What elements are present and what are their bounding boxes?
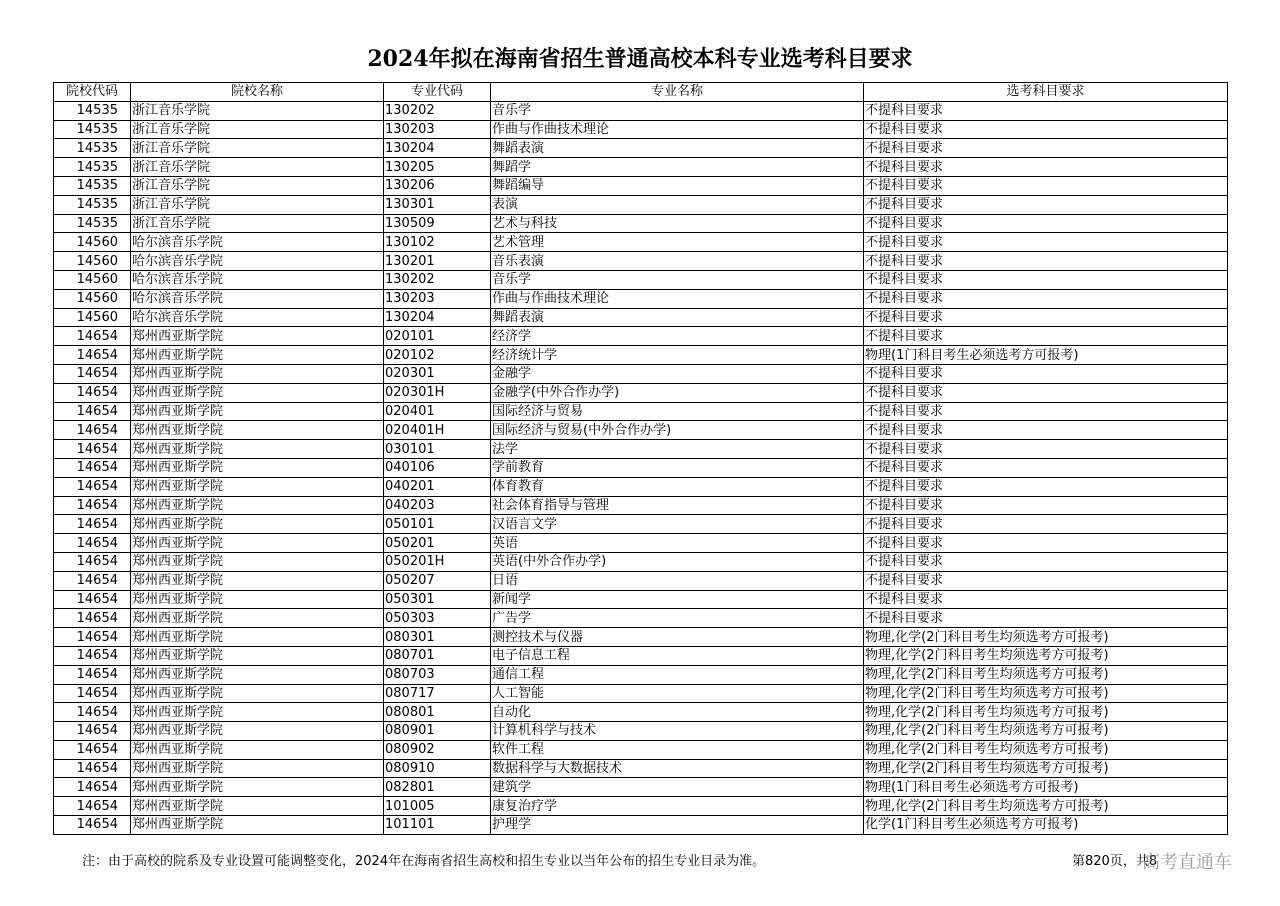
requirement-cell: 不提科目要求 <box>864 496 1228 515</box>
school-name-cell: 郑州西亚斯学院 <box>131 346 384 365</box>
school-code-cell: 14654 <box>54 778 131 797</box>
school-code-cell: 14654 <box>54 722 131 741</box>
major-code-cell: 040201 <box>384 477 491 496</box>
major-name-cell: 艺术与科技 <box>491 214 864 233</box>
major-code-cell: 080801 <box>384 703 491 722</box>
major-name-cell: 舞蹈学 <box>491 158 864 177</box>
school-name-cell: 郑州西亚斯学院 <box>131 421 384 440</box>
header-major-code: 专业代码 <box>384 83 491 102</box>
major-name-cell: 国际经济与贸易 <box>491 402 864 421</box>
table-row <box>54 308 1228 327</box>
school-code-cell: 14654 <box>54 609 131 628</box>
requirement-cell: 不提科目要求 <box>864 383 1228 402</box>
school-code-cell: 14654 <box>54 327 131 346</box>
school-name-cell: 郑州西亚斯学院 <box>131 496 384 515</box>
major-name-cell: 通信工程 <box>491 665 864 684</box>
requirement-cell: 不提科目要求 <box>864 233 1228 252</box>
major-code-cell: 130204 <box>384 139 491 158</box>
school-name-cell: 郑州西亚斯学院 <box>131 665 384 684</box>
school-code-cell: 14654 <box>54 440 131 459</box>
header-requirement: 选考科目要求 <box>864 83 1228 102</box>
major-code-cell: 080902 <box>384 740 491 759</box>
requirement-cell: 物理(1门科目考生必须选考方可报考) <box>864 346 1228 365</box>
table-row <box>54 101 1228 120</box>
school-name-cell: 郑州西亚斯学院 <box>131 458 384 477</box>
requirement-cell: 不提科目要求 <box>864 120 1228 139</box>
school-code-cell: 14654 <box>54 665 131 684</box>
school-name-cell: 浙江音乐学院 <box>131 158 384 177</box>
school-code-cell: 14560 <box>54 233 131 252</box>
school-code-cell: 14654 <box>54 458 131 477</box>
table-row <box>54 571 1228 590</box>
school-name-cell: 浙江音乐学院 <box>131 120 384 139</box>
table-row <box>54 816 1228 835</box>
major-name-cell: 康复治疗学 <box>491 797 864 816</box>
major-code-cell: 080701 <box>384 646 491 665</box>
major-code-cell: 130205 <box>384 158 491 177</box>
major-code-cell: 050101 <box>384 515 491 534</box>
school-name-cell: 郑州西亚斯学院 <box>131 703 384 722</box>
school-name-cell: 郑州西亚斯学院 <box>131 628 384 647</box>
school-name-cell: 郑州西亚斯学院 <box>131 534 384 553</box>
table-row <box>54 665 1228 684</box>
table-row <box>54 628 1228 647</box>
school-name-cell: 郑州西亚斯学院 <box>131 797 384 816</box>
major-code-cell: 020102 <box>384 346 491 365</box>
major-code-cell: 020101 <box>384 327 491 346</box>
table-row <box>54 458 1228 477</box>
school-code-cell: 14654 <box>54 628 131 647</box>
major-name-cell: 汉语言文学 <box>491 515 864 534</box>
major-code-cell: 080901 <box>384 722 491 741</box>
major-name-cell: 计算机科学与技术 <box>491 722 864 741</box>
table-row <box>54 722 1228 741</box>
major-name-cell: 艺术管理 <box>491 233 864 252</box>
requirement-cell: 物理,化学(2门科目考生均须选考方可报考) <box>864 740 1228 759</box>
requirement-cell: 不提科目要求 <box>864 289 1228 308</box>
school-name-cell: 郑州西亚斯学院 <box>131 740 384 759</box>
page-number: 第820页，共8 <box>1072 854 1158 869</box>
major-code-cell: 130203 <box>384 120 491 139</box>
table-row <box>54 270 1228 289</box>
major-name-cell: 社会体育指导与管理 <box>491 496 864 515</box>
table-header-row <box>54 83 1228 102</box>
major-name-cell: 音乐学 <box>491 270 864 289</box>
major-name-cell: 护理学 <box>491 816 864 835</box>
school-code-cell: 14535 <box>54 214 131 233</box>
requirement-cell: 物理,化学(2门科目考生均须选考方可报考) <box>864 628 1228 647</box>
major-name-cell: 舞蹈表演 <box>491 308 864 327</box>
table-row <box>54 496 1228 515</box>
school-code-cell: 14654 <box>54 534 131 553</box>
table-row <box>54 515 1228 534</box>
school-name-cell: 郑州西亚斯学院 <box>131 515 384 534</box>
requirement-cell: 物理,化学(2门科目考生均须选考方可报考) <box>864 646 1228 665</box>
school-code-cell: 14654 <box>54 421 131 440</box>
school-code-cell: 14654 <box>54 496 131 515</box>
school-name-cell: 郑州西亚斯学院 <box>131 609 384 628</box>
school-code-cell: 14560 <box>54 289 131 308</box>
table-row <box>54 703 1228 722</box>
school-name-cell: 郑州西亚斯学院 <box>131 477 384 496</box>
major-code-cell: 040106 <box>384 458 491 477</box>
requirement-cell: 物理,化学(2门科目考生均须选考方可报考) <box>864 759 1228 778</box>
school-name-cell: 郑州西亚斯学院 <box>131 778 384 797</box>
major-name-cell: 日语 <box>491 571 864 590</box>
school-name-cell: 哈尔滨音乐学院 <box>131 289 384 308</box>
table-row <box>54 797 1228 816</box>
major-code-cell: 020301 <box>384 364 491 383</box>
school-name-cell: 浙江音乐学院 <box>131 101 384 120</box>
table-row <box>54 364 1228 383</box>
school-code-cell: 14654 <box>54 346 131 365</box>
requirement-cell: 物理,化学(2门科目考生均须选考方可报考) <box>864 703 1228 722</box>
table-row <box>54 252 1228 271</box>
requirement-cell: 不提科目要求 <box>864 176 1228 195</box>
school-name-cell: 哈尔滨音乐学院 <box>131 252 384 271</box>
requirement-cell: 物理(1门科目考生必须选考方可报考) <box>864 778 1228 797</box>
requirement-cell: 不提科目要求 <box>864 101 1228 120</box>
table-row <box>54 477 1228 496</box>
major-name-cell: 法学 <box>491 440 864 459</box>
school-code-cell: 14535 <box>54 139 131 158</box>
school-name-cell: 浙江音乐学院 <box>131 139 384 158</box>
requirement-cell: 不提科目要求 <box>864 139 1228 158</box>
major-name-cell: 作曲与作曲技术理论 <box>491 289 864 308</box>
school-name-cell: 郑州西亚斯学院 <box>131 327 384 346</box>
major-code-cell: 130301 <box>384 195 491 214</box>
table-row <box>54 552 1228 571</box>
school-code-cell: 14654 <box>54 816 131 835</box>
school-code-cell: 14654 <box>54 515 131 534</box>
major-name-cell: 自动化 <box>491 703 864 722</box>
school-name-cell: 郑州西亚斯学院 <box>131 383 384 402</box>
school-code-cell: 14654 <box>54 477 131 496</box>
major-code-cell: 130509 <box>384 214 491 233</box>
table-row <box>54 740 1228 759</box>
school-name-cell: 郑州西亚斯学院 <box>131 646 384 665</box>
school-name-cell: 郑州西亚斯学院 <box>131 440 384 459</box>
table-row <box>54 176 1228 195</box>
school-name-cell: 浙江音乐学院 <box>131 195 384 214</box>
major-code-cell: 080717 <box>384 684 491 703</box>
school-name-cell: 郑州西亚斯学院 <box>131 552 384 571</box>
school-code-cell: 14654 <box>54 364 131 383</box>
school-code-cell: 14654 <box>54 703 131 722</box>
requirement-cell: 不提科目要求 <box>864 571 1228 590</box>
table-row <box>54 383 1228 402</box>
requirement-cell: 不提科目要求 <box>864 552 1228 571</box>
major-code-cell: 130202 <box>384 101 491 120</box>
page-title: 2024年拟在海南省招生普通高校本科专业选考科目要求 <box>367 46 913 72</box>
requirement-cell: 不提科目要求 <box>864 308 1228 327</box>
table-row <box>54 590 1228 609</box>
requirement-cell: 物理,化学(2门科目考生均须选考方可报考) <box>864 722 1228 741</box>
school-code-cell: 14560 <box>54 252 131 271</box>
requirement-cell: 不提科目要求 <box>864 590 1228 609</box>
major-name-cell: 国际经济与贸易(中外合作办学) <box>491 421 864 440</box>
table-row <box>54 421 1228 440</box>
major-name-cell: 舞蹈表演 <box>491 139 864 158</box>
table-row <box>54 609 1228 628</box>
requirement-cell: 不提科目要求 <box>864 458 1228 477</box>
major-code-cell: 080301 <box>384 628 491 647</box>
major-code-cell: 080703 <box>384 665 491 684</box>
requirement-cell: 不提科目要求 <box>864 421 1228 440</box>
major-name-cell: 金融学(中外合作办学) <box>491 383 864 402</box>
major-code-cell: 050201H <box>384 552 491 571</box>
school-code-cell: 14560 <box>54 270 131 289</box>
major-name-cell: 软件工程 <box>491 740 864 759</box>
requirement-cell: 不提科目要求 <box>864 270 1228 289</box>
header-major-name: 专业名称 <box>491 83 864 102</box>
footnote: 注：由于高校的院系及专业设置可能调整变化，2024年在海南省招生高校和招生专业以当年公布的招生专业目录为准。 <box>82 854 766 869</box>
major-code-cell: 101005 <box>384 797 491 816</box>
major-code-cell: 080910 <box>384 759 491 778</box>
major-name-cell: 建筑学 <box>491 778 864 797</box>
school-code-cell: 14535 <box>54 101 131 120</box>
school-name-cell: 哈尔滨音乐学院 <box>131 233 384 252</box>
requirement-cell: 物理,化学(2门科目考生均须选考方可报考) <box>864 665 1228 684</box>
requirement-cell: 不提科目要求 <box>864 477 1228 496</box>
major-code-cell: 130202 <box>384 270 491 289</box>
school-code-cell: 14535 <box>54 120 131 139</box>
major-name-cell: 经济统计学 <box>491 346 864 365</box>
table-body <box>54 101 1228 834</box>
major-code-cell: 030101 <box>384 440 491 459</box>
major-name-cell: 金融学 <box>491 364 864 383</box>
major-code-cell: 101101 <box>384 816 491 835</box>
watermark: 高考直通车 <box>1142 852 1232 873</box>
major-code-cell: 130102 <box>384 233 491 252</box>
requirement-cell: 不提科目要求 <box>864 440 1228 459</box>
school-name-cell: 郑州西亚斯学院 <box>131 759 384 778</box>
major-name-cell: 电子信息工程 <box>491 646 864 665</box>
major-code-cell: 130206 <box>384 176 491 195</box>
school-name-cell: 哈尔滨音乐学院 <box>131 308 384 327</box>
school-code-cell: 14654 <box>54 590 131 609</box>
school-name-cell: 浙江音乐学院 <box>131 176 384 195</box>
table-row <box>54 327 1228 346</box>
school-code-cell: 14654 <box>54 684 131 703</box>
major-code-cell: 130203 <box>384 289 491 308</box>
table-row <box>54 534 1228 553</box>
requirements-table <box>53 82 1228 835</box>
major-name-cell: 经济学 <box>491 327 864 346</box>
table-row <box>54 646 1228 665</box>
major-name-cell: 人工智能 <box>491 684 864 703</box>
table-row <box>54 289 1228 308</box>
table-row <box>54 684 1228 703</box>
major-code-cell: 130201 <box>384 252 491 271</box>
school-name-cell: 郑州西亚斯学院 <box>131 571 384 590</box>
major-code-cell: 020301H <box>384 383 491 402</box>
school-code-cell: 14654 <box>54 402 131 421</box>
requirement-cell: 不提科目要求 <box>864 515 1228 534</box>
school-name-cell: 郑州西亚斯学院 <box>131 816 384 835</box>
major-name-cell: 英语(中外合作办学) <box>491 552 864 571</box>
school-name-cell: 郑州西亚斯学院 <box>131 590 384 609</box>
school-name-cell: 哈尔滨音乐学院 <box>131 270 384 289</box>
requirement-cell: 物理,化学(2门科目考生均须选考方可报考) <box>864 684 1228 703</box>
header-school-code: 院校代码 <box>54 83 131 102</box>
major-code-cell: 020401H <box>384 421 491 440</box>
major-name-cell: 广告学 <box>491 609 864 628</box>
major-name-cell: 音乐学 <box>491 101 864 120</box>
school-name-cell: 郑州西亚斯学院 <box>131 684 384 703</box>
school-code-cell: 14654 <box>54 646 131 665</box>
school-code-cell: 14560 <box>54 308 131 327</box>
requirement-cell: 不提科目要求 <box>864 195 1228 214</box>
school-code-cell: 14535 <box>54 195 131 214</box>
table-row <box>54 233 1228 252</box>
major-name-cell: 舞蹈编导 <box>491 176 864 195</box>
requirement-cell: 不提科目要求 <box>864 158 1228 177</box>
table-row <box>54 778 1228 797</box>
major-code-cell: 082801 <box>384 778 491 797</box>
major-name-cell: 作曲与作曲技术理论 <box>491 120 864 139</box>
major-name-cell: 数据科学与大数据技术 <box>491 759 864 778</box>
school-code-cell: 14654 <box>54 759 131 778</box>
table-row <box>54 402 1228 421</box>
requirement-cell: 物理,化学(2门科目考生均须选考方可报考) <box>864 797 1228 816</box>
major-code-cell: 040203 <box>384 496 491 515</box>
major-name-cell: 表演 <box>491 195 864 214</box>
school-code-cell: 14654 <box>54 797 131 816</box>
requirement-cell: 化学(1门科目考生必须选考方可报考) <box>864 816 1228 835</box>
header-school-name: 院校名称 <box>131 83 384 102</box>
table-row <box>54 195 1228 214</box>
table-row <box>54 759 1228 778</box>
major-code-cell: 050301 <box>384 590 491 609</box>
table-row <box>54 346 1228 365</box>
school-code-cell: 14654 <box>54 552 131 571</box>
major-code-cell: 050201 <box>384 534 491 553</box>
table-row <box>54 440 1228 459</box>
school-code-cell: 14654 <box>54 571 131 590</box>
requirement-cell: 不提科目要求 <box>864 252 1228 271</box>
major-code-cell: 050207 <box>384 571 491 590</box>
requirement-cell: 不提科目要求 <box>864 327 1228 346</box>
major-name-cell: 英语 <box>491 534 864 553</box>
major-name-cell: 测控技术与仪器 <box>491 628 864 647</box>
school-code-cell: 14535 <box>54 176 131 195</box>
major-code-cell: 020401 <box>384 402 491 421</box>
school-name-cell: 郑州西亚斯学院 <box>131 364 384 383</box>
school-name-cell: 郑州西亚斯学院 <box>131 722 384 741</box>
school-code-cell: 14535 <box>54 158 131 177</box>
school-code-cell: 14654 <box>54 383 131 402</box>
requirement-cell: 不提科目要求 <box>864 364 1228 383</box>
major-code-cell: 130204 <box>384 308 491 327</box>
requirement-cell: 不提科目要求 <box>864 609 1228 628</box>
school-name-cell: 郑州西亚斯学院 <box>131 402 384 421</box>
table-row <box>54 158 1228 177</box>
major-name-cell: 学前教育 <box>491 458 864 477</box>
major-name-cell: 体育教育 <box>491 477 864 496</box>
table-row <box>54 214 1228 233</box>
requirement-cell: 不提科目要求 <box>864 402 1228 421</box>
major-name-cell: 新闻学 <box>491 590 864 609</box>
table-row <box>54 120 1228 139</box>
requirement-cell: 不提科目要求 <box>864 214 1228 233</box>
school-code-cell: 14654 <box>54 740 131 759</box>
major-code-cell: 050303 <box>384 609 491 628</box>
school-name-cell: 浙江音乐学院 <box>131 214 384 233</box>
requirement-cell: 不提科目要求 <box>864 534 1228 553</box>
major-name-cell: 音乐表演 <box>491 252 864 271</box>
table-row <box>54 139 1228 158</box>
